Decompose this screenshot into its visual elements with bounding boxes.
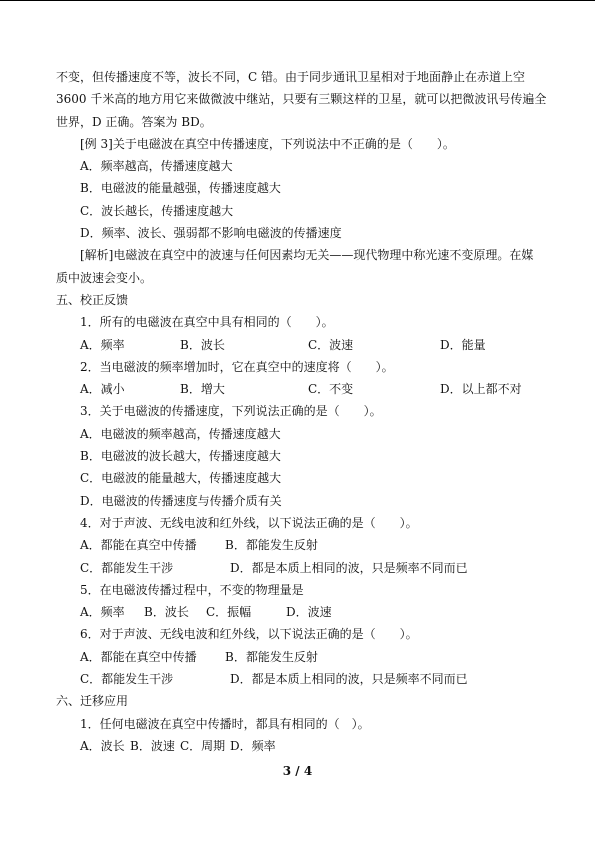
- option-c: C．都能发生干涉: [80, 560, 174, 575]
- paragraph-line: 3600 千米高的地方用它来做微波中继站，只要有三颗这样的卫星，就可以把微波讯号传遍全: [56, 92, 546, 107]
- option-b: B．波长: [144, 605, 189, 620]
- example3-option-c: C．波长越长，传播速度越大: [80, 203, 234, 218]
- document-body: [56, 66, 546, 757]
- paragraph-line: 不变，但传播速度不等，波长不同，C 错。由于同步通讯卫星相对于地面静止在赤道上空: [56, 70, 525, 84]
- option-a: A．频率: [80, 605, 125, 620]
- page-number: 3 / 4: [282, 764, 313, 778]
- s5-q6-options-cd: [56, 668, 546, 690]
- s5-q5-stem: 5．在电磁波传播过程中，不变的物理量是: [80, 582, 304, 597]
- example3-analysis-cont: 质中波速会变小。: [56, 270, 153, 285]
- example3-analysis: [解析]电磁波在真空中的波速与任何因素均无关——现代物理中称光速不变原理。在媒: [80, 248, 534, 263]
- s5-q6-options-ab: [56, 646, 546, 668]
- example3-question: [例 3]关于电磁波在真空中传播速度，下列说法中不正确的是（ ）。: [80, 136, 455, 151]
- s5-q2-stem: 2．当电磁波的频率增加时，它在真空中的速度将（ ）。: [80, 359, 394, 374]
- s5-q6-stem: 6．对于声波、无线电波和红外线，以下说法正确的是（ ）。: [80, 627, 418, 642]
- option-b: B．都能发生反射: [225, 538, 318, 553]
- s6-q1-stem: 1．任何电磁波在真空中传播时，都具有相同的（ ）。: [80, 716, 370, 731]
- option-a: A．频率: [80, 337, 125, 352]
- section6-heading: 六、迁移应用: [56, 694, 129, 709]
- s5-q2-options: [56, 378, 546, 400]
- s5-q4-stem: 4．对于声波、无线电波和红外线，以下说法正确的是（ ）。: [80, 515, 418, 530]
- option-a: A．波长: [80, 738, 125, 753]
- option-c: C．周期: [180, 738, 226, 753]
- option-c: C．振幅: [206, 605, 252, 620]
- s5-q1-stem: 1．所有的电磁波在真空中具有相同的（ ）。: [80, 315, 334, 330]
- option-a: A．减小: [80, 382, 125, 397]
- option-b: B．波长: [180, 337, 225, 352]
- option-d: D．波速: [286, 605, 332, 620]
- s5-q3-stem: 3．关于电磁波的传播速度，下列说法正确的是（ ）。: [80, 404, 382, 419]
- option-d: D．频率: [230, 738, 276, 753]
- option-a: A．都能在真空中传播: [80, 538, 197, 553]
- option-b: B．电磁波的波长越大，传播速度越大: [80, 449, 281, 464]
- s5-q5-options: [56, 601, 546, 623]
- option-d: D．电磁波的传播速度与传播介质有关: [80, 493, 282, 508]
- header-rule: [0, 0, 595, 1]
- option-d: D．能量: [440, 337, 486, 352]
- option-c: C．都能发生干涉: [80, 672, 174, 687]
- option-a: A．都能在真空中传播: [80, 649, 197, 664]
- example3-option-b: B．电磁波的能量越强，传播速度越大: [80, 181, 281, 196]
- option-d: D．都是本质上相同的波，只是频率不同而已: [230, 672, 468, 687]
- example3-option-d: D．频率、波长、强弱都不影响电磁波的传播速度: [80, 226, 342, 241]
- option-b: B．增大: [180, 382, 225, 397]
- option-d: D．以上都不对: [440, 382, 522, 397]
- option-c: C．不变: [308, 382, 354, 397]
- option-c: C．波速: [308, 337, 354, 352]
- option-b: B．都能发生反射: [225, 649, 318, 664]
- paragraph-line: 世界，D 正确。答案为 BD。: [56, 114, 212, 129]
- s5-q1-options: [56, 334, 546, 356]
- option-d: D．都是本质上相同的波，只是频率不同而已: [230, 560, 468, 575]
- section5-heading: 五、校正反馈: [56, 292, 129, 307]
- option-b: B．波速: [130, 738, 175, 753]
- example3-option-a: A．频率越高，传播速度越大: [80, 159, 233, 174]
- s5-q4-options-cd: [56, 557, 546, 579]
- s6-q1-options: [56, 735, 546, 757]
- s5-q4-options-ab: [56, 534, 546, 556]
- option-a: A．电磁波的频率越高，传播速度越大: [80, 426, 281, 441]
- option-c: C．电磁波的能量越大，传播速度越大: [80, 471, 282, 486]
